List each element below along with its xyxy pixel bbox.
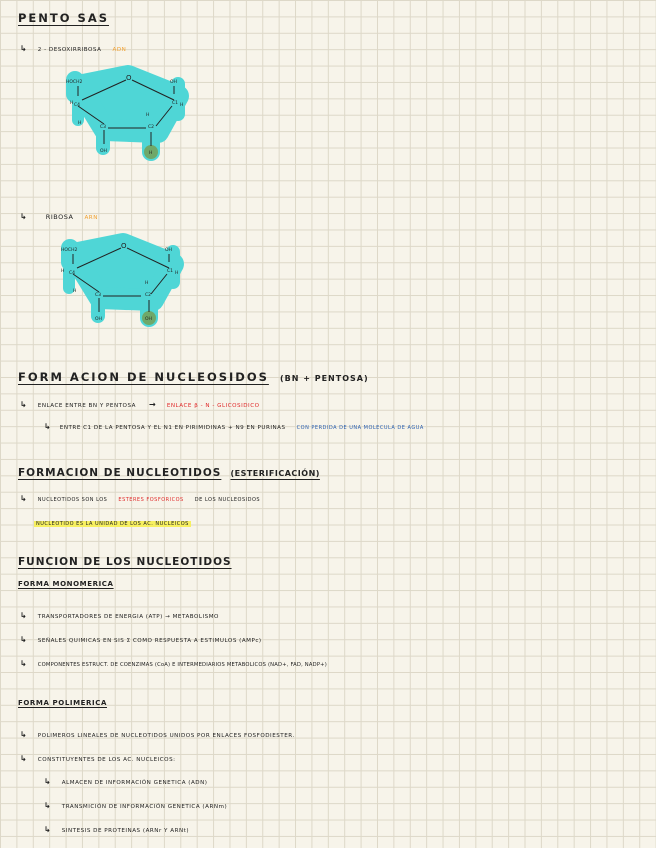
bullet-arrow: ↳ <box>44 777 51 786</box>
nucleosidos-line-1 <box>20 392 260 411</box>
bullet-arrow: ↳ <box>20 212 27 221</box>
c3-label: C3 <box>95 293 102 298</box>
ring-oxygen-label: O <box>126 74 132 82</box>
polimerica-line-2a <box>44 769 207 788</box>
ribosa-line <box>20 204 98 223</box>
h-c2-label: H <box>145 281 149 286</box>
nucleotidos-line-1-text-a: NUCLEOTIDOS SON LOS <box>37 497 108 503</box>
nucleotidos-line-1-text-b: DE LOS NUCLEOSIDOS <box>194 497 261 503</box>
oh-c3-label: OH <box>100 149 107 154</box>
monomerica-line-3-text: COMPONENTES ESTRUCT. DE COENZIMAS (CoA) E INTERMEDIARIOS METABOLICOS (NAD+, FAD, NADP+) <box>37 662 327 668</box>
polimerica-line-1 <box>20 722 295 741</box>
oh-top-label: OH <box>165 248 172 253</box>
polimerica-line-2a-text: ALMACEN DE INFORMACIÓN GENETICA (ADN) <box>61 780 208 786</box>
desoxirribosa-line <box>20 36 126 55</box>
bullet-arrow: ↳ <box>20 635 27 644</box>
funcion-heading: FUNCION DE LOS NUCLEOTIDOS <box>18 556 232 568</box>
nucleotidos-heading-paren: (ESTERIFICACIÓN) <box>230 469 320 478</box>
h-c4-label: H <box>61 269 65 274</box>
h-c3-label: H <box>78 121 82 126</box>
monomerica-line-2-text: SEÑALES QUIMICAS EN SIS Σ COMO RESPUESTA A ESTIMULOS (AMPc) <box>37 638 262 644</box>
c5-group-label: HOCH2 <box>61 248 78 253</box>
bullet-arrow: ↳ <box>20 494 27 503</box>
nucleosidos-heading-paren: (BN + PENTOSA) <box>279 374 369 383</box>
bullet-arrow: ↳ <box>20 611 27 620</box>
monomerica-line-3 <box>20 651 327 670</box>
desoxirribosa-ring-diagram <box>60 64 195 164</box>
nucleosidos-line-2-text: ENTRE C1 DE LA PENTOSA Y EL N1 EN PIRIMIDINAS + N9 EN PURINAS <box>59 425 286 431</box>
bullet-arrow: ↳ <box>20 44 27 53</box>
polimerica-line-1-text: POLIMEROS LINEALES DE NUCLEOTIDOS UNIDOS POR ENLACES FOSFODIESTER. <box>37 733 295 739</box>
c4-label: C4 <box>69 271 76 276</box>
monomerica-line-1 <box>20 603 219 622</box>
nucleosidos-heading-line <box>18 366 369 385</box>
bullet-arrow: ↳ <box>44 422 51 431</box>
adn-tag: ADN <box>112 47 127 53</box>
oh-c3-label: OH <box>95 317 102 322</box>
nucleotidos-line-1 <box>20 486 260 505</box>
c3-label: C3 <box>100 125 107 130</box>
oh-top-label: OH <box>170 80 177 85</box>
polimerica-line-2-text: CONSTITUYENTES DE LOS AC. NUCLEICOS: <box>37 757 176 763</box>
c2-substituent-label: H <box>149 151 153 156</box>
c2-substituent-label: OH <box>145 317 152 322</box>
bullet-arrow: ↳ <box>20 659 27 668</box>
bullet-arrow: ↳ <box>20 400 27 409</box>
nucleotidos-heading: FORMACION DE NUCLEOTIDOS <box>18 467 222 479</box>
nucleosidos-heading: FORM ACION DE NUCLEOSIDOS <box>18 370 269 384</box>
c2-label: C2 <box>145 293 152 298</box>
nucleosidos-line-1-text: ENLACE ENTRE BN Y PENTOSA <box>37 403 136 409</box>
bullet-arrow: ↳ <box>44 801 51 810</box>
forma-monomerica-subheading: FORMA MONOMERICA <box>18 580 114 588</box>
nucleotido-highlight-line <box>34 510 191 529</box>
arn-tag: ARN <box>84 215 98 221</box>
nucleosidos-line-2 <box>44 414 424 433</box>
perdida-agua-label: CON PERDIDA DE UNA MOLECULA DE AGUA <box>296 425 424 431</box>
monomerica-line-1-text: TRANSPORTADORES DE ENERGIA (ATP) → METABOLISMO <box>37 614 219 620</box>
glicosidico-label: ENLACE β - N - GLICOSIDICO <box>166 403 260 409</box>
nucleotido-highlight-text: NUCLEOTIDO ES LA UNIDAD DE LOS AC. NUCLEICOS <box>36 521 189 527</box>
nucleotidos-heading-line <box>18 461 320 480</box>
monomerica-line-2 <box>20 627 262 646</box>
ring-oxygen-label: O <box>121 242 127 250</box>
polimerica-line-2b-text: TRANSMICIÓN DE INFORMACIÓN GENETICA (ARNm) <box>61 804 228 810</box>
polimerica-line-2c-text: SINTESIS DE PROTEINAS (ARNr Y ARNt) <box>61 828 190 834</box>
result-arrow: → <box>149 400 156 409</box>
esteres-fosforicos-label: ESTERES FOSFORICOS <box>118 497 184 503</box>
bullet-arrow: ↳ <box>44 825 51 834</box>
forma-polimerica-subheading: FORMA POLIMERICA <box>18 699 107 707</box>
c5-group-label: HOCH2 <box>66 80 83 85</box>
pentosas-heading: PENTO SAS <box>18 11 109 25</box>
c4-label: C4 <box>74 103 81 108</box>
polimerica-line-2c <box>44 817 189 836</box>
c1-label: C1 <box>172 101 179 106</box>
ribosa-label: RIBOSA <box>45 213 74 221</box>
polimerica-line-2b <box>44 793 227 812</box>
c1-label: C1 <box>167 269 174 274</box>
h-c1-label: H <box>175 271 179 276</box>
polimerica-line-2 <box>20 746 176 765</box>
h-c4-label: H <box>70 101 74 106</box>
bullet-arrow: ↳ <box>20 730 27 739</box>
desoxirribosa-label: 2 - DESOXIRRIBOSA <box>37 47 102 53</box>
ribosa-ring-diagram <box>55 232 190 332</box>
h-c3-label: H <box>73 289 77 294</box>
h-c1-label: H <box>180 103 184 108</box>
h-c2-label: H <box>146 113 150 118</box>
bullet-arrow: ↳ <box>20 754 27 763</box>
c2-label: C2 <box>148 125 155 130</box>
